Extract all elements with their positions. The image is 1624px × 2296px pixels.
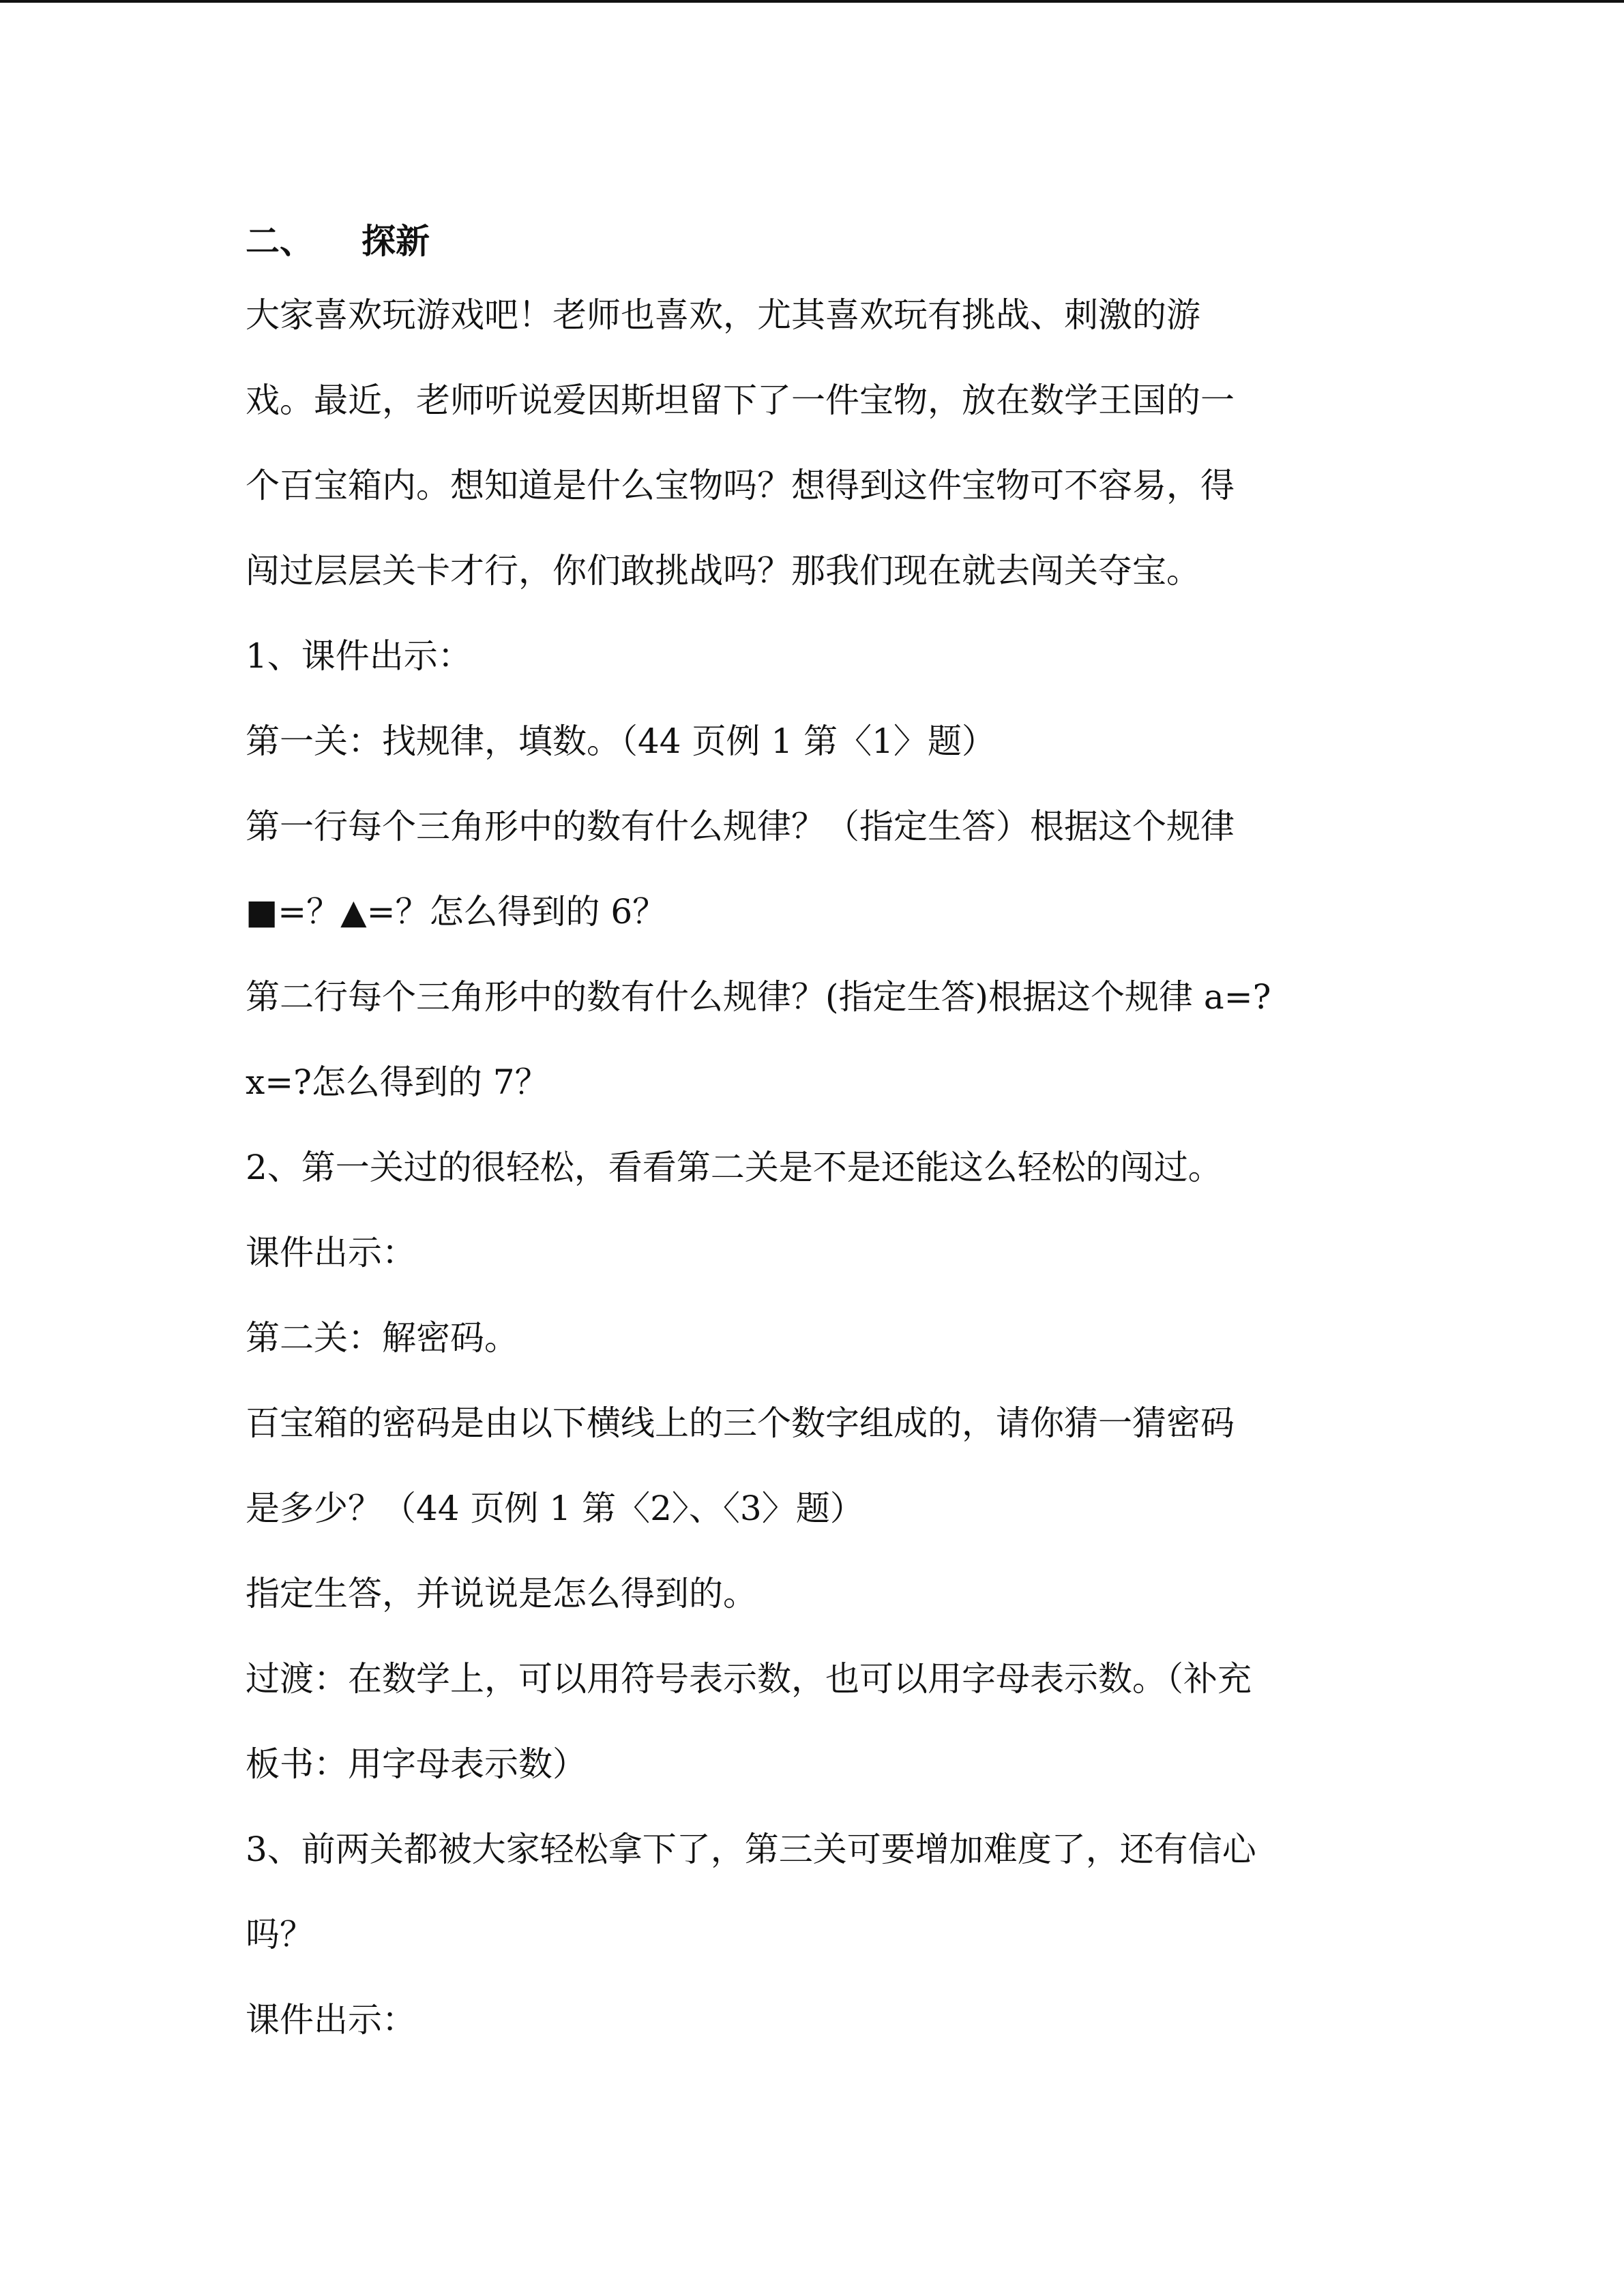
paragraph-line: 课件出示： (246, 1233, 416, 1272)
paragraph-line: 3、前两关都被大家轻松拿下了，第三关可要增加难度了，还有信心 (246, 1830, 1256, 1869)
paragraph-line: 第二行每个三角形中的数有什么规律？(指定生答)根据这个规律 a=? (246, 977, 1271, 1017)
paragraph-line: 吗？ (246, 1915, 314, 1954)
paragraph-line: 百宝箱的密码是由以下横线上的三个数字组成的，请你猜一猜密码 (246, 1403, 1235, 1443)
section-number: 二、 (246, 221, 314, 261)
paragraph-line: 1、课件出示： (246, 636, 472, 676)
paragraph-line: 课件出示： (246, 2000, 416, 2040)
paragraph-line: 是多少？（44 页例 1 第〈2〉、〈3〉题） (246, 1489, 864, 1528)
paragraph-line: 闯过层层关卡才行，你们敢挑战吗？那我们现在就去闯关夺宝。 (246, 551, 1200, 591)
paragraph-line: ■=？▲=？怎么得到的 6？ (246, 892, 667, 931)
paragraph-line: 大家喜欢玩游戏吧！老师也喜欢，尤其喜欢玩有挑战、刺激的游 (246, 295, 1200, 335)
paragraph-line: 第二关：解密码。 (246, 1318, 518, 1358)
document-page (246, 205, 1391, 2063)
section-title: 探新 (361, 221, 430, 261)
paragraph-line: 板书：用字母表示数） (246, 1744, 587, 1784)
paragraph-line: 指定生答，并说说是怎么得到的。 (246, 1574, 757, 1613)
paragraph-line: 个百宝箱内。想知道是什么宝物吗？想得到这件宝物可不容易，得 (246, 466, 1235, 505)
paragraph-line: 第一关：找规律，填数。（44 页例 1 第〈1〉题） (246, 721, 996, 761)
paragraph-line: 2、第一关过的很轻松，看看第二关是不是还能这么轻松的闯过。 (246, 1148, 1222, 1187)
section-heading (246, 205, 1391, 273)
paragraph-line: 过渡：在数学上，可以用符号表示数，也可以用字母表示数。（补充 (246, 1659, 1252, 1699)
paragraph-line: 戏。最近，老师听说爱因斯坦留下了一件宝物，放在数学王国的一 (246, 381, 1235, 420)
paragraph-line: x=?怎么得到的 7？ (246, 1062, 549, 1102)
paragraph-line: 第一行每个三角形中的数有什么规律？（指定生答）根据这个规律 (246, 807, 1235, 846)
page-top-border (0, 0, 1624, 3)
